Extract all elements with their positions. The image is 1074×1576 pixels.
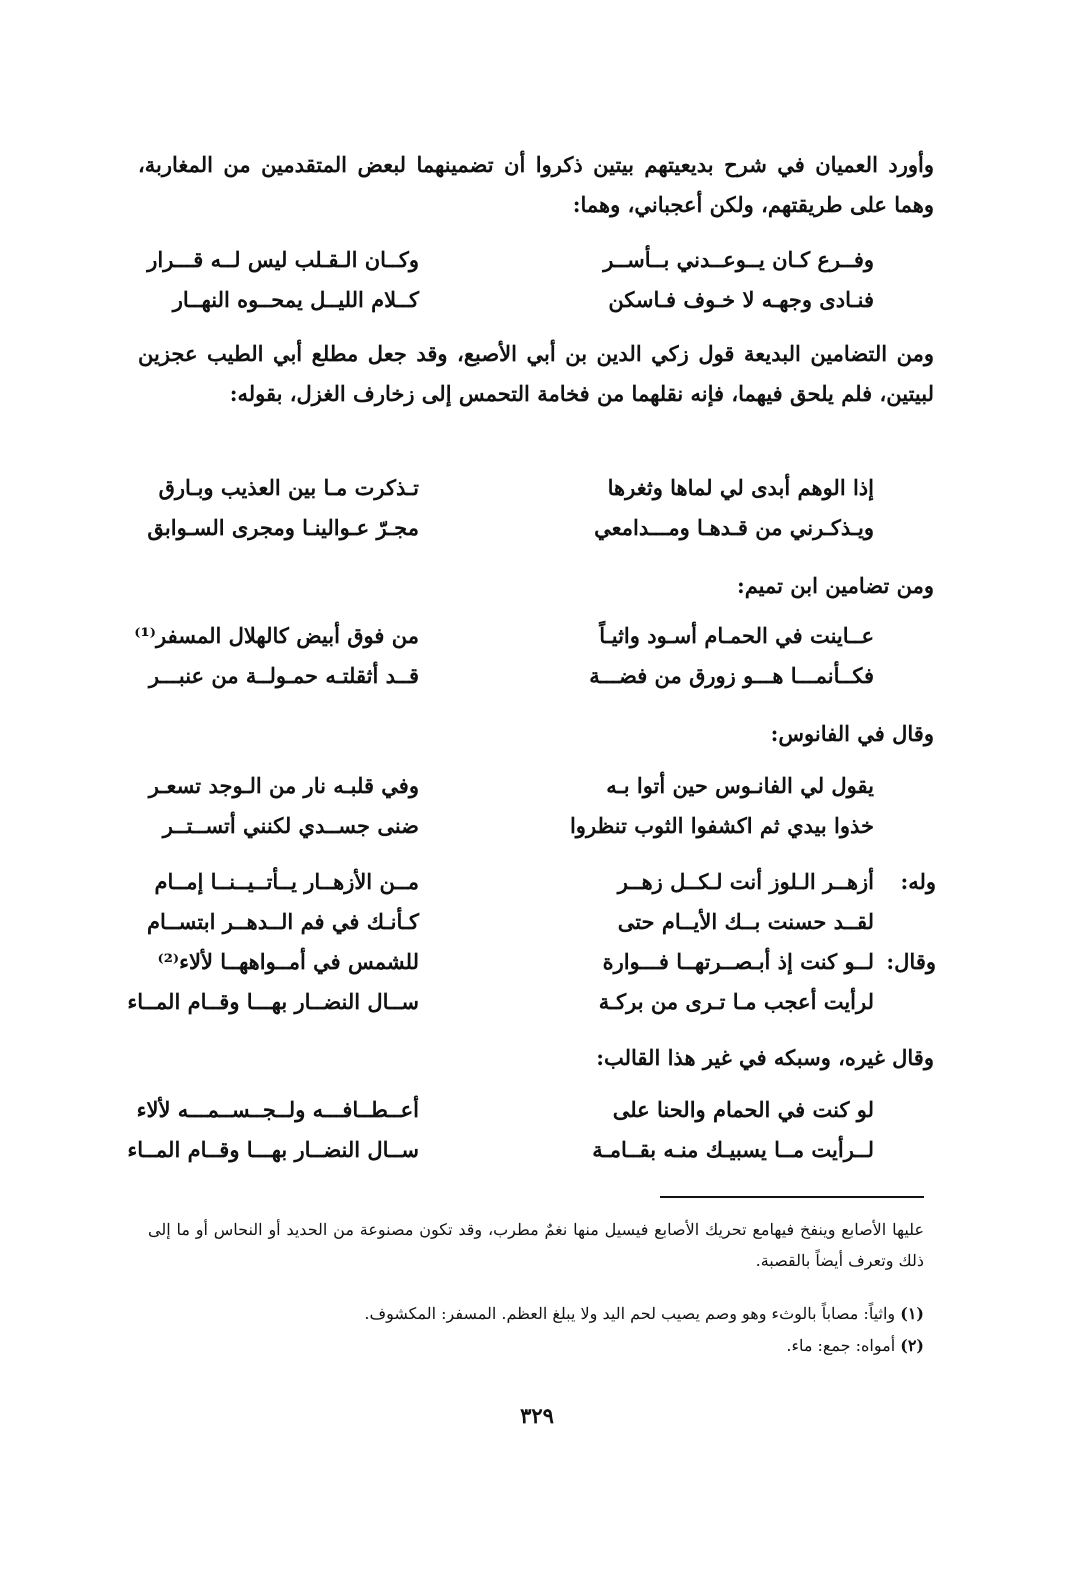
second-hemistich: من فوق أبيض كالهلال المسفر⁽¹⁾ [134,623,419,648]
footnote-1-text: واثياً: مصاباً بالوثء وهو وصم يصيب لحم اليد ولا يبلغ العظم. المسفر: المكشوف. [364,1304,896,1323]
verse-line [84,280,874,320]
verse-line [84,862,936,902]
first-hemistich: لو كنت في الحمام والحنا على [612,1097,874,1122]
second-hemistich: للشمس في أمــواههــا لألاء⁽²⁾ [157,949,419,974]
first-hemistich: وفــرع كـان يــوعــدني بــأســر [603,247,874,272]
first-hemistich: عــاينت في الحمـام أسـود واثيـاً [599,623,874,648]
first-hemistich: خذوا بيدي ثم اكشفوا الثوب تنظروا [569,813,874,838]
verse-line [84,982,874,1022]
verse-line [84,942,936,982]
footnote-1-number: (١) [900,1304,924,1323]
footnote-separator [660,1196,924,1198]
verse-label: وله: [900,869,936,894]
second-hemistich: مجـرّ عـوالينـا ومجرى السـوابق [147,515,419,540]
verse-line [84,1130,874,1170]
poem-5 [84,862,936,1022]
verse-line [84,1090,874,1130]
verse-line [84,902,874,942]
poem-2 [84,468,874,548]
footnote-2-number: (٢) [900,1336,924,1355]
poem-1 [84,240,874,320]
second-hemistich: وفي قلبـه نار من الـوجد تسعـر [148,773,419,798]
second-hemistich: تـذكرت مـا بين العذيب وبـارق [158,475,419,500]
first-hemistich: فكــأنمـــا هـــو زورق من فضـــة [589,663,874,688]
first-hemistich: لــرأيت مــا يسبيـك منـه بقــامـة [592,1137,874,1162]
first-hemistich: لقــد حسنت بــك الأيــام حتى [617,909,874,934]
poem-6 [84,1090,874,1170]
first-hemistich: لرأيت أعجب مـا تـرى من بركـة [598,989,874,1014]
poem-4 [84,766,874,846]
poem-3 [84,616,874,696]
first-hemistich: لــو كنت إذ أبـصــرتهــا فـــوارة [602,949,874,974]
verse-line [84,240,874,280]
paragraph-5: وقال غيره، وسبكه في غير هذا القالب: [596,1045,934,1070]
first-hemistich: ويـذكـرني من قـدهـا ومـــدامعي [594,515,874,540]
footnote-1 [148,1298,924,1329]
paragraph-2: ومن التضامين البديعة قول زكي الدين بن أبي الأصبع، وقد جعل مطلع أبي الطيب عجزين لبيتين، فلم يلحق فيهما، فإنه نقلهما من فخامة التحمس إلى زخارف الغزل، بقوله: [138,341,934,406]
paragraph-4: وقال في الفانوس: [770,721,934,746]
verse-line [84,508,874,548]
verse-line [84,806,874,846]
second-hemistich: كـأنـك في فم الــدهــر ابتســام [146,909,419,934]
paragraph-3: ومن تضامين ابن تميم: [736,573,934,598]
first-hemistich: يقول لي الفانـوس حين أتوا بـه [606,773,874,798]
second-hemistich: ســال النضــار بهـــا وقــام المــاء [127,989,419,1014]
first-hemistich: فنـادى وجهـه لا خـوف فـاسكن [608,287,874,312]
verse-line [84,766,874,806]
second-hemistich: ضنى جســدي لكنني أتســتــر [162,813,419,838]
verse-line [84,616,874,656]
second-hemistich: أعــطــافـــه ولــجــســمـــه لألاء [136,1097,419,1122]
second-hemistich: كــلام الليــل يمحــوه النهــار [172,287,419,312]
second-hemistich: وكــان الـقـلب ليس لــه قـــرار [147,247,419,272]
footnote-2 [148,1330,924,1361]
footnote-continuation: عليها الأصابع وينفخ فيهامع تحريك الأصابع فيسيل منها نغمٌ مطرب، وقد تكون مصنوعة من الحديد أو النحاس أو ما إلى ذلك وتعرف أيضاً بالقصبة. [148,1220,924,1270]
page-number: ٣٢٩ [520,1403,554,1428]
paragraph-1: وأورد العميان في شرح بديعيتهم بيتين ذكروا أن تضمينهما لبعض المتقدمين من المغاربة، وهما على طريقتهم، ولكن أعجباني، وهما: [138,152,934,217]
verse-line [84,656,874,696]
second-hemistich: ســال النضــار بهـــا وقــام المــاء [127,1137,419,1162]
first-hemistich: أزهــر الـلوز أنت لـكــل زهــر [617,869,874,894]
second-hemistich: مــن الأزهــار يــأتــيــنــا إمــام [154,869,419,894]
footnote-2-text: أمواه: جمع: ماء. [786,1336,896,1355]
verse-line [84,468,874,508]
verse-label: وقال: [886,949,936,974]
first-hemistich: إذا الوهم أبدى لي لماها وثغرها [607,475,874,500]
second-hemistich: قــد أثقلتـه حمـولــة من عنبـــر [148,663,419,688]
